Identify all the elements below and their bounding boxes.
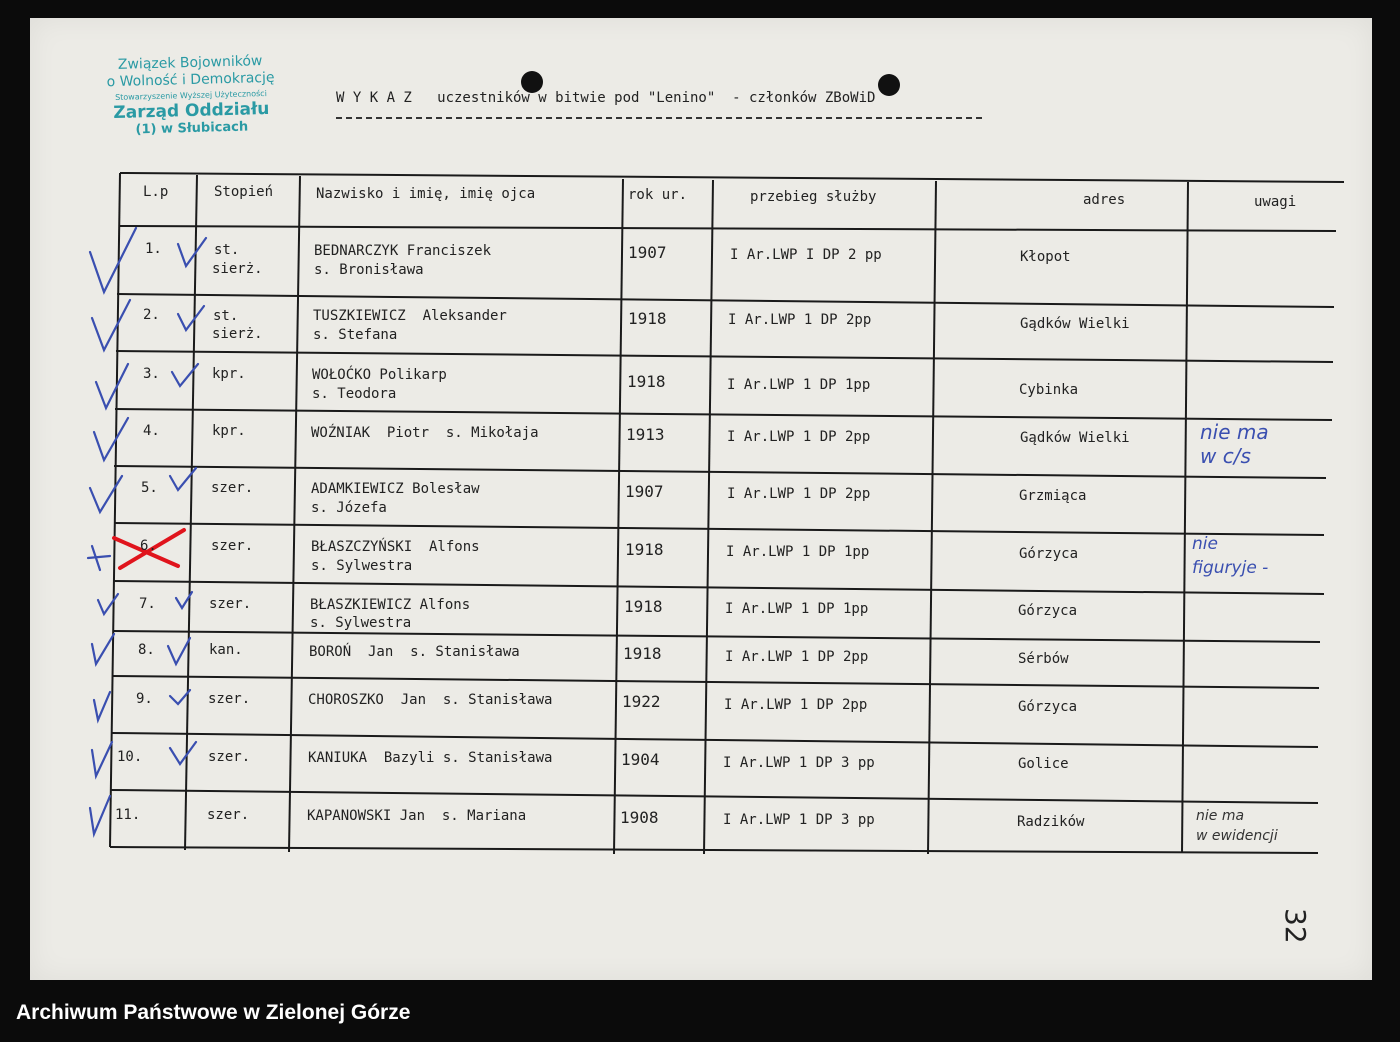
- rank: st.: [214, 242, 240, 258]
- rank: sierż.: [212, 261, 263, 277]
- full-name: WOŹNIAK Piotr s. Mikołaja: [311, 425, 539, 441]
- address: Grzmiąca: [1019, 488, 1087, 504]
- stamp-line: o Wolność i Demokrację: [106, 69, 275, 91]
- service-record: I Ar.LWP 1 DP 2pp: [725, 649, 869, 665]
- check-mark-icon: [92, 634, 114, 664]
- full-name: BOROŃ Jan s. Stanisława: [309, 644, 520, 660]
- service-record: I Ar.LWP 1 DP 2pp: [727, 429, 871, 445]
- check-mark-icon: [168, 638, 190, 664]
- service-record: I Ar.LWP 1 DP 3 pp: [723, 812, 875, 828]
- address: Cybinka: [1019, 382, 1079, 398]
- row-number: 6.: [140, 538, 157, 554]
- check-mark-icon: [92, 742, 112, 776]
- stamp-line: Stowarzyszenie Wyższej Użyteczności: [115, 89, 267, 102]
- row-number: 10.: [117, 749, 143, 765]
- handwritten-note: nie ma w ewidencji: [1196, 808, 1278, 844]
- full-name: KAPANOWSKI Jan s. Mariana: [307, 808, 527, 824]
- column-header: adres: [1083, 192, 1126, 208]
- row-number: 7.: [139, 596, 156, 612]
- check-mark-icon: [90, 476, 122, 512]
- check-mark-icon: [94, 418, 128, 460]
- service-record: I Ar.LWP 1 DP 1pp: [727, 377, 871, 393]
- service-record: I Ar.LWP I DP 2 pp: [730, 247, 882, 263]
- column-header: rok ur.: [628, 187, 688, 203]
- full-name: KANIUKA Bazyli s. Stanisława: [308, 750, 553, 766]
- father-name: s. Teodora: [312, 386, 397, 402]
- column-header: L.p: [143, 184, 169, 200]
- birth-year: 1904: [621, 750, 660, 769]
- father-name: s. Bronisława: [314, 262, 424, 278]
- address: Gądków Wielki: [1020, 316, 1130, 332]
- address: Radzików: [1017, 814, 1085, 830]
- check-mark-icon: [98, 594, 118, 614]
- father-name: s. Józefa: [311, 500, 387, 516]
- column-header: Stopień: [214, 184, 274, 200]
- column-header: Nazwisko i imię, imię ojca: [316, 186, 536, 202]
- birth-year: 1918: [627, 372, 666, 391]
- birth-year: 1918: [625, 540, 664, 559]
- birth-year: 1918: [623, 644, 662, 663]
- full-name: CHOROSZKO Jan s. Stanisława: [308, 692, 553, 708]
- rank: szer.: [209, 596, 252, 612]
- pen-mark-icon: [88, 546, 110, 570]
- address: Sérbów: [1018, 651, 1069, 667]
- check-mark-icon: [96, 364, 128, 408]
- row-number: 5.: [141, 480, 158, 496]
- handwritten-note: nie ma w c/s: [1200, 420, 1269, 468]
- stamp-line: Zarząd Oddziału: [113, 98, 270, 124]
- row-number: 11.: [115, 807, 141, 823]
- row-number: 8.: [138, 642, 155, 658]
- address: Kłopot: [1020, 249, 1071, 265]
- check-mark-icon: [170, 742, 196, 764]
- row-number: 4.: [143, 423, 160, 439]
- father-name: s. Stefana: [313, 327, 398, 343]
- service-record: I Ar.LWP 1 DP 2pp: [727, 486, 871, 502]
- stamp-line: (1) w Słubicach: [135, 119, 249, 138]
- birth-year: 1907: [628, 243, 667, 262]
- full-name: BEDNARCZYK Franciszek: [314, 243, 492, 259]
- check-mark-icon: [94, 692, 110, 720]
- service-record: I Ar.LWP 1 DP 1pp: [726, 544, 870, 560]
- birth-year: 1922: [622, 692, 661, 711]
- row-number: 1.: [145, 241, 162, 257]
- footer-bar: [0, 988, 1400, 1042]
- stamp-line: Związek Bojowników: [117, 53, 263, 73]
- birth-year: 1913: [626, 425, 665, 444]
- check-mark-icon: [90, 796, 110, 834]
- rank: szer.: [211, 480, 254, 496]
- full-name: BŁASZCZYŃSKI Alfons: [311, 539, 480, 555]
- rank: kan.: [209, 642, 243, 658]
- row-number: 2.: [143, 307, 160, 323]
- address: Górzyca: [1019, 546, 1079, 562]
- column-header: przebieg służby: [750, 189, 877, 205]
- father-name: s. Sylwestra: [310, 615, 412, 631]
- rank: szer.: [208, 749, 251, 765]
- rank: szer.: [211, 538, 254, 554]
- full-name: TUSZKIEWICZ Aleksandеr: [313, 308, 507, 324]
- full-name: BŁASZKIEWICZ Alfons: [310, 597, 471, 613]
- check-mark-icon: [178, 306, 204, 330]
- service-record: I Ar.LWP 1 DP 1pp: [725, 601, 869, 617]
- row-number: 3.: [143, 366, 160, 382]
- full-name: WOŁOĆKO Polikarp: [312, 367, 447, 383]
- birth-year: 1918: [624, 597, 663, 616]
- birth-year: 1918: [628, 309, 667, 328]
- father-name: s. Sylwestra: [311, 558, 413, 574]
- check-mark-icon: [178, 238, 206, 266]
- service-record: I Ar.LWP 1 DP 2pp: [728, 312, 872, 328]
- service-record: I Ar.LWP 1 DP 3 pp: [723, 755, 875, 771]
- page-number: 32: [1279, 908, 1312, 944]
- rank: kpr.: [212, 366, 246, 382]
- address: Gądków Wielki: [1020, 430, 1130, 446]
- full-name: ADAMKIEWICZ Bolesław: [311, 481, 480, 497]
- address: Górzyca: [1018, 603, 1078, 619]
- rank: szer.: [208, 691, 251, 707]
- address: Golice: [1018, 756, 1069, 772]
- handwritten-note: nie figurуje -: [1192, 534, 1269, 578]
- rank: kpr.: [212, 423, 246, 439]
- rank: szer.: [207, 807, 250, 823]
- rank: sierż.: [212, 326, 263, 342]
- service-record: I Ar.LWP 1 DP 2pp: [724, 697, 868, 713]
- document-title: W Y K A Z uczestników w bitwie pod "Lenino" - członków ZBoWiD: [336, 90, 876, 106]
- check-mark-icon: [92, 300, 130, 350]
- rank: st.: [213, 308, 239, 324]
- address: Górzyca: [1018, 699, 1078, 715]
- row-number: 9.: [136, 691, 153, 707]
- birth-year: 1908: [620, 808, 659, 827]
- birth-year: 1907: [625, 482, 664, 501]
- archive-name: Archiwum Państwowe w Zielonej Górze: [16, 1001, 411, 1024]
- check-mark-icon: [90, 228, 136, 292]
- column-header: uwagi: [1254, 194, 1297, 210]
